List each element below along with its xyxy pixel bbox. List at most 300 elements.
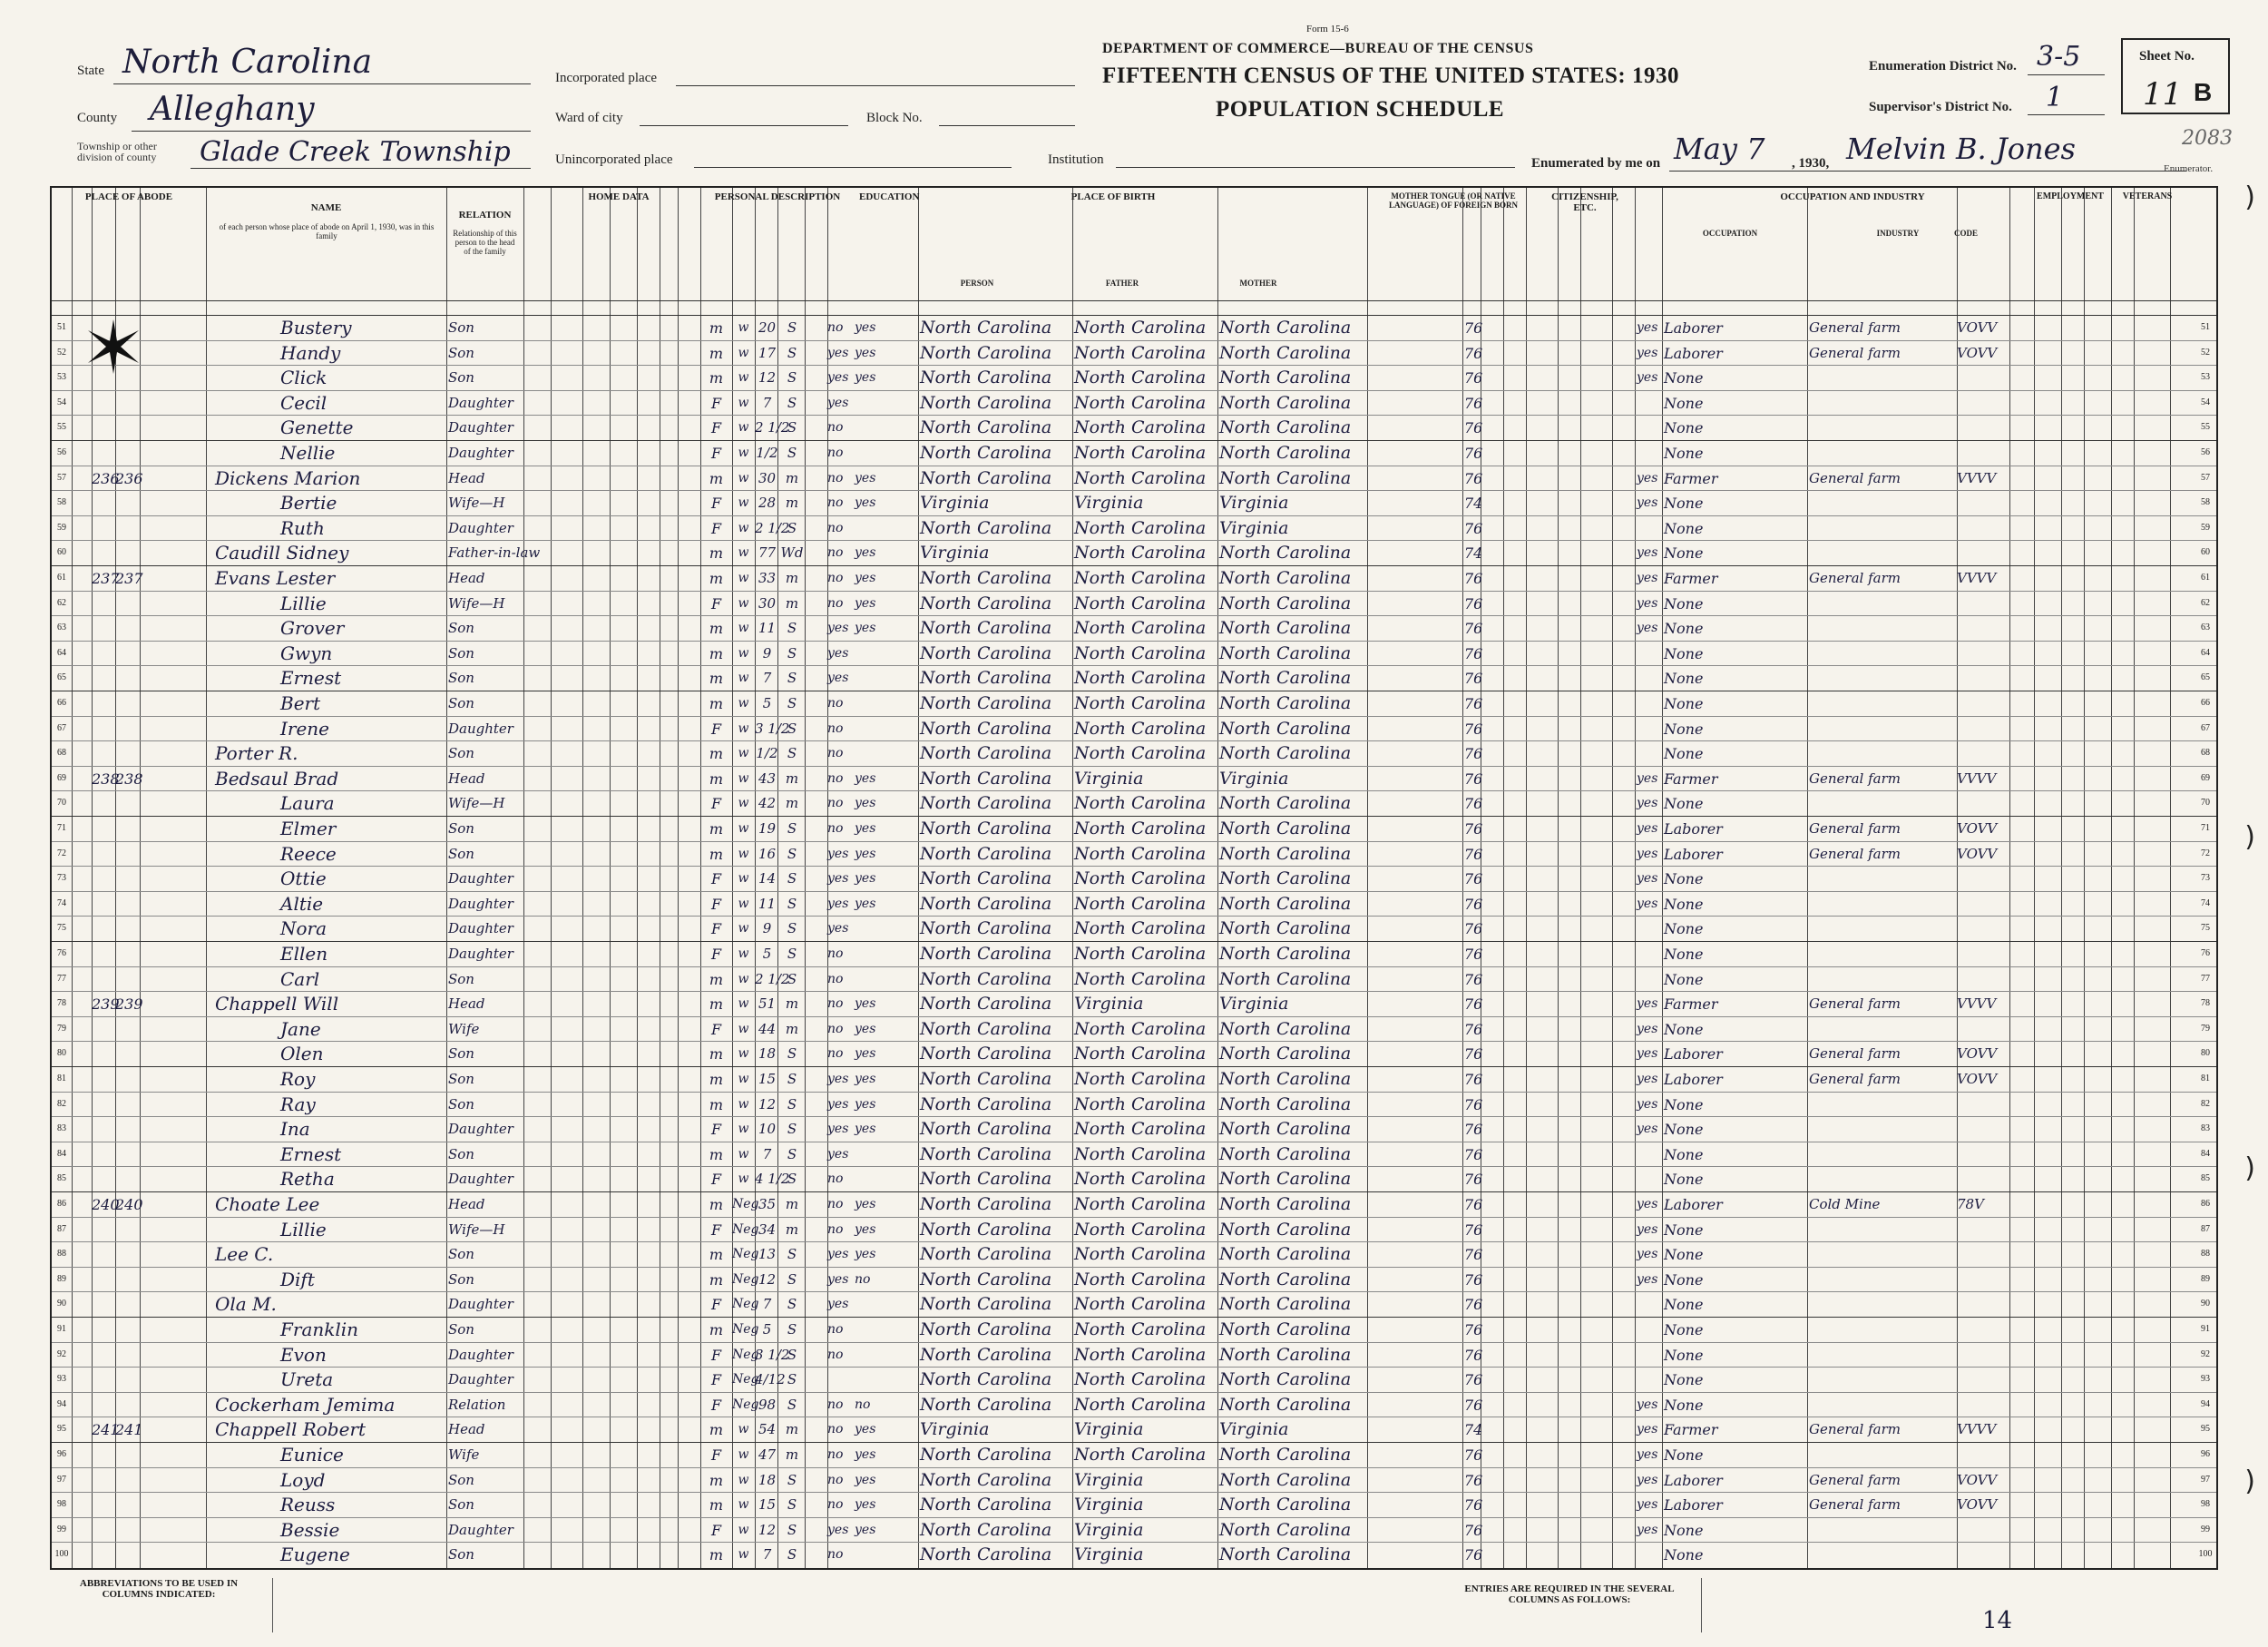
cell-family: 236	[115, 469, 143, 487]
binding-hole-icon: )	[2244, 1466, 2255, 1497]
cell-birth: North Carolina	[920, 768, 1052, 789]
cell-name: Bustery	[280, 317, 352, 338]
column-divider	[206, 188, 207, 1568]
cell-school: yes	[827, 671, 849, 686]
cell-industry: Cold Mine	[1809, 1196, 1881, 1212]
cell-mother: North Carolina	[1219, 793, 1352, 814]
cell-sex: m	[709, 745, 724, 763]
cell-father: North Carolina	[1074, 618, 1207, 639]
cell-read: yes	[855, 1021, 876, 1036]
state-label: State	[77, 64, 104, 78]
state-value: North Carolina	[122, 44, 373, 81]
cell-birth: North Carolina	[920, 417, 1052, 438]
cell-occupation: None	[1664, 1371, 1704, 1389]
cell-occupation: None	[1664, 745, 1704, 763]
cell-relation: Daughter	[448, 1346, 513, 1363]
cell-birth: North Carolina	[920, 918, 1052, 939]
cell-age: 12	[758, 1270, 777, 1288]
line-number: 68	[57, 748, 66, 759]
cell-eng: yes	[1637, 1397, 1658, 1412]
cell-name: Ernest	[280, 1142, 342, 1165]
cell-mother: North Carolina	[1219, 568, 1352, 588]
cell-father: Virginia	[1074, 768, 1144, 789]
cell-father: North Carolina	[1074, 1394, 1207, 1415]
cell-sex: m	[709, 770, 724, 788]
line-number-right: 64	[2201, 647, 2210, 658]
line-number: 92	[57, 1348, 66, 1359]
cell-school: no	[827, 420, 844, 436]
cell-father: North Carolina	[1074, 743, 1207, 764]
cell-name: Roy	[280, 1068, 316, 1090]
cell-occupation: None	[1664, 1145, 1704, 1163]
cell-occupation: Farmer	[1664, 995, 1718, 1014]
line-number-right: 85	[2201, 1173, 2210, 1184]
line-number-right: 54	[2201, 397, 2210, 407]
line-number-right: 94	[2201, 1398, 2210, 1409]
line-number: 55	[57, 422, 66, 433]
cell-code: VOVV	[1957, 1496, 1998, 1514]
line-number: 62	[57, 597, 66, 608]
cell-name: Cecil	[280, 391, 327, 414]
cell-sex: m	[709, 845, 724, 863]
line-number: 72	[57, 848, 66, 858]
cell-sex: F	[710, 870, 722, 888]
line-number: 91	[57, 1324, 66, 1334]
line-number: 95	[57, 1424, 66, 1435]
cell-mother: North Carolina	[1219, 944, 1352, 964]
cell-father: North Carolina	[1074, 543, 1207, 564]
cell-read: yes	[855, 370, 876, 386]
line-number: 96	[57, 1449, 66, 1459]
cell-occupation: None	[1664, 1121, 1704, 1139]
cell-lang: 76	[1464, 1446, 1483, 1464]
cell-relation: Head	[448, 1421, 485, 1438]
cell-name: Genette	[280, 417, 354, 439]
group-place-of-birth: PLACE OF BIRTH	[1070, 191, 1156, 202]
cell-name: Bessie	[280, 1518, 340, 1541]
cell-race: w	[738, 320, 749, 335]
group-education: EDUCATION	[859, 191, 920, 202]
line-number-right: 60	[2201, 547, 2210, 558]
cell-mother: Virginia	[1219, 1419, 1289, 1440]
cell-race: w	[738, 645, 749, 661]
cell-school: yes	[827, 1247, 849, 1262]
sheet-label: Sheet No.	[2139, 49, 2195, 64]
column-divider	[115, 188, 116, 1568]
cell-relation: Head	[448, 770, 485, 787]
cell-name: Ola M.	[215, 1293, 277, 1316]
cell-name: Loyd	[280, 1468, 326, 1491]
schedule-title: POPULATION SCHEDULE	[1216, 97, 1505, 122]
cell-read: yes	[855, 1497, 876, 1513]
cell-relation: Son	[448, 1496, 474, 1514]
cell-industry: General farm	[1809, 570, 1901, 586]
cell-sex: F	[710, 594, 722, 613]
group-relation: RELATION	[458, 210, 512, 221]
cell-marital: S	[787, 870, 797, 887]
cell-father: North Carolina	[1074, 1143, 1207, 1164]
cell-name: Cockerham Jemima	[215, 1393, 396, 1416]
cell-father: North Carolina	[1074, 718, 1207, 739]
cell-father: North Carolina	[1074, 693, 1207, 713]
cell-industry: General farm	[1809, 1421, 1901, 1438]
cell-name: Handy	[280, 341, 341, 364]
cell-name: Evans Lester	[215, 567, 336, 589]
cell-relation: Son	[448, 1546, 474, 1564]
cell-father: North Carolina	[1074, 417, 1207, 438]
cell-relation: Son	[448, 1246, 474, 1263]
enumerator-name: Melvin B. Jones	[1846, 132, 2076, 166]
cell-lang: 76	[1464, 419, 1483, 437]
cell-age: 16	[758, 845, 777, 862]
cell-industry: General farm	[1809, 469, 1901, 486]
cell-relation: Son	[448, 1471, 474, 1488]
cell-marital: m	[785, 1020, 799, 1037]
cell-race: w	[738, 1447, 749, 1462]
cell-lang: 76	[1464, 519, 1483, 537]
cell-race: w	[738, 1046, 749, 1062]
cell-age: 1/2	[756, 445, 778, 461]
cell-age: 30	[758, 469, 777, 486]
enumeration-district-label: Enumeration District No.	[1869, 59, 2017, 74]
cell-sex: F	[710, 1171, 722, 1189]
column-number-rule	[52, 300, 2216, 301]
cell-relation: Son	[448, 644, 474, 662]
cell-relation: Son	[448, 745, 474, 762]
column-divider	[2134, 188, 2135, 1568]
column-divider	[2111, 188, 2112, 1568]
cell-father: North Carolina	[1074, 1344, 1207, 1365]
cell-father: North Carolina	[1074, 642, 1207, 663]
footer	[50, 1574, 2218, 1640]
cell-mother: North Carolina	[1219, 1519, 1352, 1540]
cell-code: VOVV	[1957, 1471, 1998, 1488]
cell-dwelling: 237	[92, 570, 120, 587]
cell-occupation: None	[1664, 594, 1704, 613]
cell-father: Virginia	[1074, 1469, 1144, 1490]
cell-read: yes	[855, 1422, 876, 1437]
cell-race: w	[738, 545, 749, 561]
cell-school: no	[827, 971, 844, 986]
cell-marital: S	[787, 1145, 797, 1162]
cell-school: yes	[827, 871, 849, 887]
cell-sex: m	[709, 644, 724, 662]
cell-lang: 76	[1464, 469, 1483, 487]
line-number-right: 89	[2201, 1273, 2210, 1284]
cell-lang: 76	[1464, 720, 1483, 738]
cell-mother: North Carolina	[1219, 1194, 1352, 1214]
cell-read: yes	[855, 621, 876, 636]
cell-father: North Carolina	[1074, 1194, 1207, 1214]
cell-occupation: Farmer	[1664, 770, 1718, 788]
column-divider	[1662, 188, 1663, 1568]
enumeration-district-value: 3-5	[2037, 41, 2081, 73]
cell-name: Ureta	[280, 1368, 334, 1391]
line-number: 81	[57, 1073, 66, 1083]
line-number-right: 83	[2201, 1123, 2210, 1134]
cell-sex: F	[710, 1121, 722, 1139]
township-value: Glade Creek Township	[200, 136, 511, 168]
cell-occupation: Farmer	[1664, 469, 1718, 487]
column-divider	[1526, 188, 1527, 1568]
cell-race: w	[738, 495, 749, 511]
census-title: FIFTEENTH CENSUS OF THE UNITED STATES: 1930	[1102, 64, 1679, 88]
cell-mother: North Carolina	[1219, 1394, 1352, 1415]
cell-read: yes	[855, 345, 876, 360]
cell-mother: North Carolina	[1219, 1219, 1352, 1240]
column-divider	[1462, 188, 1463, 1568]
cell-school: no	[827, 1046, 844, 1062]
cell-marital: m	[785, 469, 799, 486]
cell-school: yes	[827, 1297, 849, 1312]
cell-school: no	[827, 946, 844, 961]
cell-birth: North Carolina	[920, 868, 1052, 889]
line-number: 83	[57, 1123, 66, 1134]
cell-father: North Carolina	[1074, 868, 1207, 889]
cell-age: 42	[758, 795, 777, 812]
line-number: 77	[57, 973, 66, 984]
cell-read: yes	[855, 846, 876, 861]
cell-school: no	[827, 1422, 844, 1437]
cell-lang: 76	[1464, 1296, 1483, 1314]
cell-sex: m	[709, 820, 724, 838]
cell-sex: m	[709, 469, 724, 487]
cell-occupation: None	[1664, 1171, 1704, 1189]
cell-birth: North Carolina	[920, 1445, 1052, 1465]
column-divider	[1558, 188, 1559, 1568]
cell-marital: S	[787, 419, 797, 436]
line-number: 69	[57, 772, 66, 783]
cell-lang: 76	[1464, 1496, 1483, 1515]
cell-relation: Wife—H	[448, 795, 505, 812]
cell-dwelling: 241	[92, 1421, 120, 1439]
group-occupation-industry: OCCUPATION AND INDUSTRY	[1780, 191, 1925, 202]
cell-birth: North Carolina	[920, 618, 1052, 639]
line-number-right: 97	[2201, 1474, 2210, 1485]
cell-read: yes	[855, 1046, 876, 1062]
cell-code: VOVV	[1957, 344, 1998, 361]
line-number: 93	[57, 1374, 66, 1385]
cell-race: Neg	[732, 1247, 759, 1262]
line-number-right: 82	[2201, 1098, 2210, 1109]
cell-age: 18	[758, 1471, 777, 1488]
cell-relation: Head	[448, 1196, 485, 1212]
cell-race: w	[738, 721, 749, 736]
cell-name: Retha	[280, 1168, 335, 1191]
cell-relation: Daughter	[448, 920, 513, 937]
line-number: 89	[57, 1273, 66, 1284]
cell-name: Evon	[280, 1343, 327, 1366]
line-number-right: 79	[2201, 1023, 2210, 1034]
cell-birth: North Carolina	[920, 1219, 1052, 1240]
cell-eng: yes	[1637, 1046, 1658, 1062]
cell-race: Neg	[732, 1221, 759, 1237]
cell-lang: 76	[1464, 1196, 1483, 1213]
cell-marital: m	[785, 1221, 799, 1238]
cell-mother: Virginia	[1219, 517, 1289, 538]
cell-marital: S	[787, 1346, 797, 1363]
cell-father: North Carolina	[1074, 568, 1207, 588]
line-number-right: 93	[2201, 1374, 2210, 1385]
cell-school: yes	[827, 395, 849, 410]
cell-relation: Wife—H	[448, 594, 505, 612]
cell-occupation: None	[1664, 1270, 1704, 1289]
line-number-right: 65	[2201, 672, 2210, 683]
cell-birth: Virginia	[920, 543, 990, 564]
cell-marital: S	[787, 1071, 797, 1087]
cell-race: w	[738, 821, 749, 836]
cell-read: yes	[855, 1197, 876, 1211]
cell-industry: General farm	[1809, 1496, 1901, 1514]
column-divider	[72, 188, 73, 1568]
cell-relation: Father-in-law	[448, 544, 541, 562]
cell-age: 5	[762, 1321, 772, 1338]
cell-school: no	[827, 746, 844, 761]
cell-occupation: None	[1664, 970, 1704, 988]
cell-birth: North Carolina	[920, 944, 1052, 964]
cell-sex: F	[710, 795, 722, 813]
cell-name: Reuss	[280, 1494, 336, 1516]
institution-line	[1116, 167, 1515, 168]
cell-lang: 76	[1464, 1071, 1483, 1088]
cell-marital: S	[787, 445, 797, 461]
cell-age: 14	[758, 870, 777, 887]
line-number: 98	[57, 1499, 66, 1510]
cell-father: North Carolina	[1074, 517, 1207, 538]
cell-lang: 76	[1464, 1095, 1483, 1113]
cell-school: yes	[827, 921, 849, 936]
line-number-right: 57	[2201, 472, 2210, 483]
cell-mother: North Carolina	[1219, 1093, 1352, 1114]
cell-father: North Carolina	[1074, 944, 1207, 964]
cell-birth: North Carolina	[920, 1018, 1052, 1039]
cell-age: 12	[758, 1521, 777, 1538]
cell-lang: 76	[1464, 920, 1483, 938]
cell-occupation: Laborer	[1664, 845, 1723, 863]
cell-lang: 76	[1464, 995, 1483, 1014]
cell-birth: North Carolina	[920, 1369, 1052, 1390]
cell-marital: S	[787, 946, 797, 962]
cell-father: North Carolina	[1074, 1044, 1207, 1064]
cell-name: Altie	[280, 892, 324, 915]
cell-mother: North Carolina	[1219, 618, 1352, 639]
cell-sex: m	[709, 1071, 724, 1088]
cell-birth: North Carolina	[920, 467, 1052, 488]
cell-read: yes	[855, 1247, 876, 1262]
cell-relation: Son	[448, 970, 474, 987]
cell-read: yes	[855, 470, 876, 485]
cell-marital: S	[787, 670, 797, 687]
cell-read: yes	[855, 770, 876, 786]
line-number: 82	[57, 1098, 66, 1109]
cell-eng: yes	[1637, 595, 1658, 611]
column-divider	[610, 188, 611, 1568]
cell-eng: yes	[1637, 846, 1658, 861]
cell-age: 51	[758, 995, 777, 1013]
cell-age: 98	[758, 1396, 777, 1413]
cell-sex: F	[710, 920, 722, 938]
cell-school: no	[827, 320, 844, 335]
cell-birth: North Carolina	[920, 1069, 1052, 1089]
line-number: 88	[57, 1249, 66, 1260]
name-description: of each person whose place of abode on April 1, 1930, was in this family	[219, 222, 435, 240]
cell-school: no	[827, 1172, 844, 1187]
column-divider	[2009, 188, 2010, 1568]
cell-birth: North Carolina	[920, 392, 1052, 413]
cell-relation: Wife	[448, 1020, 480, 1037]
cell-sex: m	[709, 670, 724, 688]
cell-mother: North Carolina	[1219, 1445, 1352, 1465]
father-header: FATHER	[1105, 279, 1139, 288]
line-number: 78	[57, 998, 66, 1009]
line-number-right: 81	[2201, 1073, 2210, 1083]
cell-school: yes	[827, 345, 849, 360]
line-number-right: 73	[2201, 873, 2210, 884]
column-divider	[1807, 188, 1808, 1568]
cell-marital: S	[787, 319, 797, 336]
line-number-right: 88	[2201, 1249, 2210, 1260]
cell-lang: 76	[1464, 394, 1483, 412]
person-header: PERSON	[960, 279, 994, 288]
cell-occupation: None	[1664, 1521, 1704, 1539]
group-place-of-abode: PLACE OF ABODE	[84, 191, 173, 202]
cell-code: VOVV	[1957, 1045, 1998, 1063]
cell-occupation: None	[1664, 920, 1704, 938]
cell-lang: 76	[1464, 870, 1483, 888]
cell-school: yes	[827, 1072, 849, 1086]
column-divider	[678, 188, 679, 1568]
cell-name: Dift	[280, 1268, 315, 1290]
cell-marital: S	[787, 644, 797, 662]
cell-age: 1/2	[756, 745, 778, 762]
line-number: 70	[57, 798, 66, 809]
cell-lang: 76	[1464, 1246, 1483, 1264]
cell-lang: 76	[1464, 970, 1483, 988]
cell-relation: Daughter	[448, 419, 513, 436]
cell-code: VOVV	[1957, 319, 1998, 336]
line-number: 79	[57, 1023, 66, 1034]
cell-relation: Daughter	[448, 1371, 513, 1388]
binding-hole-icon: )	[2244, 181, 2255, 213]
cell-mother: North Carolina	[1219, 342, 1352, 363]
cell-father: North Carolina	[1074, 1244, 1207, 1265]
entries-title: ENTRIES ARE REQUIRED IN THE SEVERAL COLUMNS AS FOLLOWS:	[1464, 1583, 1675, 1605]
cell-read: yes	[855, 1447, 876, 1462]
township-line	[191, 168, 531, 169]
line-number: 100	[54, 1549, 69, 1560]
cell-school: no	[827, 821, 844, 836]
cell-age: 54	[758, 1421, 777, 1438]
cell-mother: North Carolina	[1219, 968, 1352, 989]
cell-school: no	[827, 696, 844, 711]
cell-marital: m	[785, 770, 799, 787]
cell-school: no	[827, 996, 844, 1012]
cell-school: yes	[827, 846, 849, 861]
cell-relation: Daughter	[448, 870, 513, 887]
cell-school: yes	[827, 370, 849, 386]
cell-sex: F	[710, 1396, 722, 1414]
cell-relation: Daughter	[448, 946, 513, 962]
cell-lang: 76	[1464, 594, 1483, 613]
cell-occupation: None	[1664, 544, 1704, 563]
cell-sex: m	[709, 970, 724, 988]
cell-mother: North Carolina	[1219, 693, 1352, 713]
cell-race: w	[738, 1172, 749, 1187]
line-number: 86	[57, 1199, 66, 1209]
cell-school: no	[827, 545, 844, 561]
cell-eng: yes	[1637, 1497, 1658, 1513]
cell-name: Ray	[280, 1093, 316, 1115]
